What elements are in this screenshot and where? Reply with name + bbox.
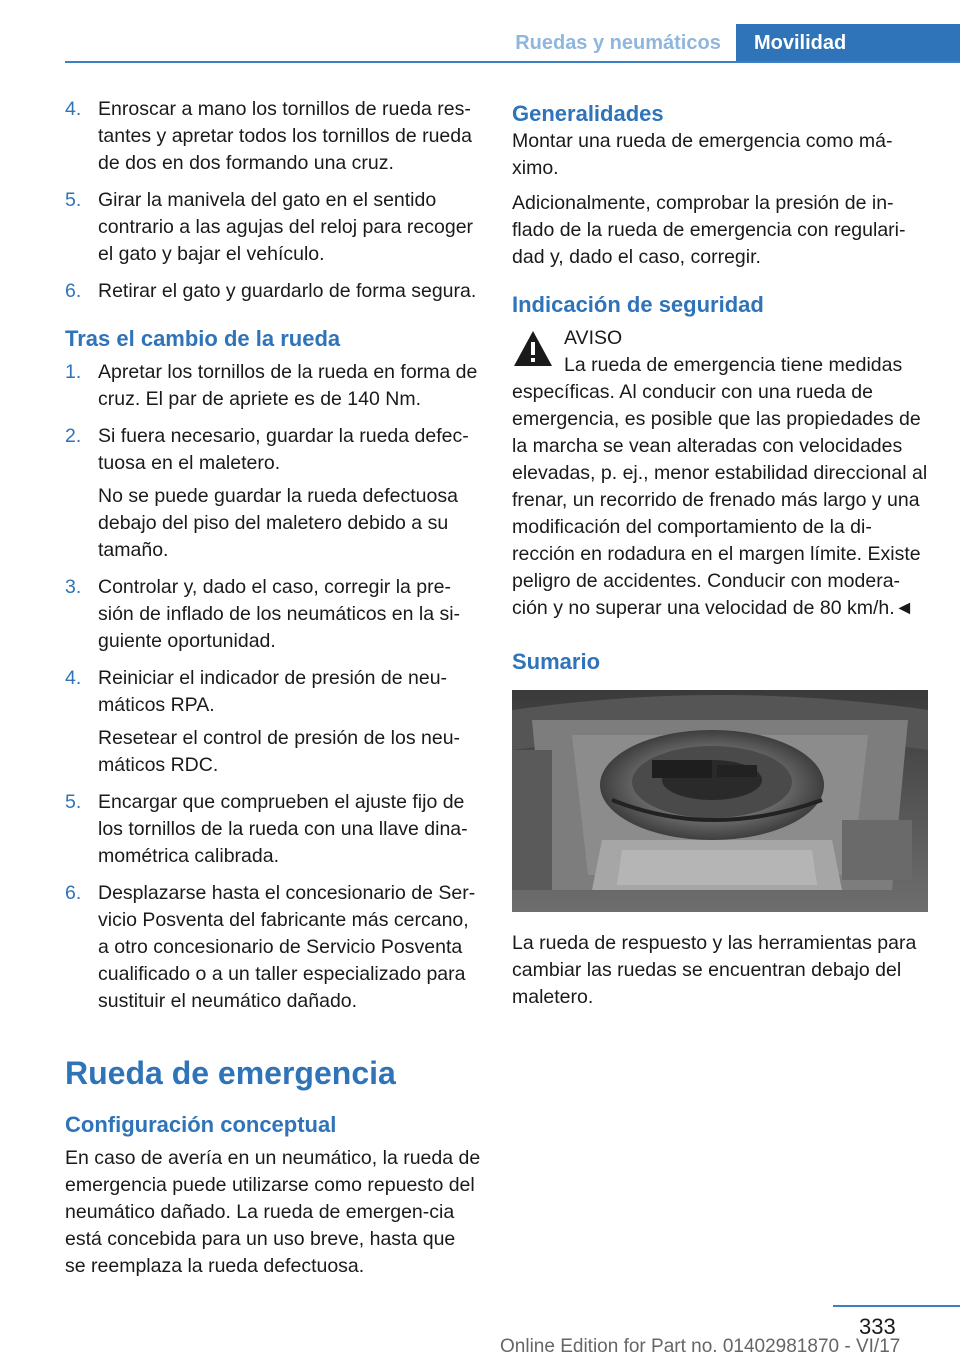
left-column [65,96,481,1288]
general-paragraph-1: Montar una rueda de emergencia como má-ximo. [512,130,893,179]
step-text: Apretar los tornillos de la rueda en forma de cruz. El par de apriete es de 140 Nm. [98,361,478,410]
spare-wheel-trunk-photo [512,690,928,912]
after-change-heading: Tras el cambio de la rueda [65,326,341,351]
step-note: Resetear el control de presión de los neu-máticos RDC. [98,727,461,776]
step-number: 5. [65,791,82,813]
step-number: 2. [65,425,82,447]
step-text: Retirar el gato y guardarlo de forma segura. [98,280,477,302]
warning-label: AVISO [564,327,623,349]
summary-heading: Sumario [512,649,601,674]
step-number: 6. [65,882,82,904]
list-item [65,187,481,268]
list-item [65,359,481,413]
step-number: 4. [65,98,82,120]
step-text: Encargar que comprueben el ajuste fijo de los tornillos de la rueda con una llave dina-mométrica calibrada. [98,791,468,867]
warning-text-first-line: La rueda de emergencia tiene medidas [564,354,903,376]
warning-triangle-icon [512,329,554,369]
step-number: 5. [65,189,82,211]
general-heading: Generalidades [512,101,664,126]
step-note: No se puede guardar la rueda defectuosa debajo del piso del maletero debido a su tamaño. [98,485,458,561]
footer-divider [833,1305,960,1307]
step-text: Girar la manivela del gato en el sentido contrario a las agujas del reloj para recoger el gato y bajar el vehículo. [98,189,474,265]
step-text: Controlar y, dado el caso, corregir la pre-sión de inflado de los neumáticos en la si-guiente oportunidad. [98,576,461,652]
list-item [65,278,481,305]
step-text: Reiniciar el indicador de presión de neu-máticos RPA. [98,667,448,716]
step-number: 3. [65,576,82,598]
step-number: 4. [65,667,82,689]
step-number: 1. [65,361,82,383]
header-section-title: Ruedas y neumáticos [515,32,721,54]
list-item [65,880,481,1015]
list-item [65,574,481,655]
general-paragraph-2: Adicionalmente, comprobar la presión de in-flado de la rueda de emergencia con regulari-dad y, dado el caso, corregir. [512,192,906,268]
safety-heading: Indicación de seguridad [512,292,764,317]
right-column [512,96,928,1019]
steps-list-b [65,359,481,1015]
photo-caption: La rueda de respuesto y las herramientas para cambiar las ruedas se encuentran debajo del maletero. [512,932,917,1008]
list-item [65,423,481,564]
warning-block [512,325,928,622]
list-item [65,96,481,177]
step-text: Enroscar a mano los tornillos de rueda res-tantes y apretar todos los tornillos de rueda de dos en dos formando una cruz. [98,98,472,174]
steps-list-a [65,96,481,305]
header-tab-movilidad[interactable]: Movilidad [736,24,960,62]
page-number: 333 [859,1314,896,1339]
header-divider [65,61,960,63]
footer-edition: Online Edition for Part no. 01402981870 - VI/17 [500,1336,901,1357]
step-text: Si fuera necesario, guardar la rueda defec-tuosa en el maletero. [98,425,469,474]
concept-text: En caso de avería en un neumático, la rueda de emergencia puede utilizarse como repuesto del neumático dañado. La rueda de emergen-cia está concebida para un uso breve, hasta que se reemplaza la rueda defectuosa. [65,1147,481,1277]
list-item [65,665,481,779]
warning-text: específicas. Al conducir con una rueda de emergencia, es posible que las propiedades de la marcha se vean alteradas con velocidades elevadas, p. ej., menor estabilidad direccional al frenar, un recorrido de frenado más largo y una modificación del comportamiento de la di-rección en rodadura en el margen límite. Existe peligro de accidentes. Conducir con modera-ción y no superar una velocidad de 80 km/h.◄ [512,381,928,619]
concept-heading: Configuración conceptual [65,1112,337,1137]
emergency-wheel-heading: Rueda de emergencia [65,1055,396,1091]
step-text: Desplazarse hasta el concesionario de Ser-vicio Posventa del fabricante más cercano, a otro concesionario de Servicio Posventa cualificado o a un taller especializado para sustituir el neumático dañado. [98,882,476,1012]
step-number: 6. [65,280,82,302]
list-item [65,789,481,870]
